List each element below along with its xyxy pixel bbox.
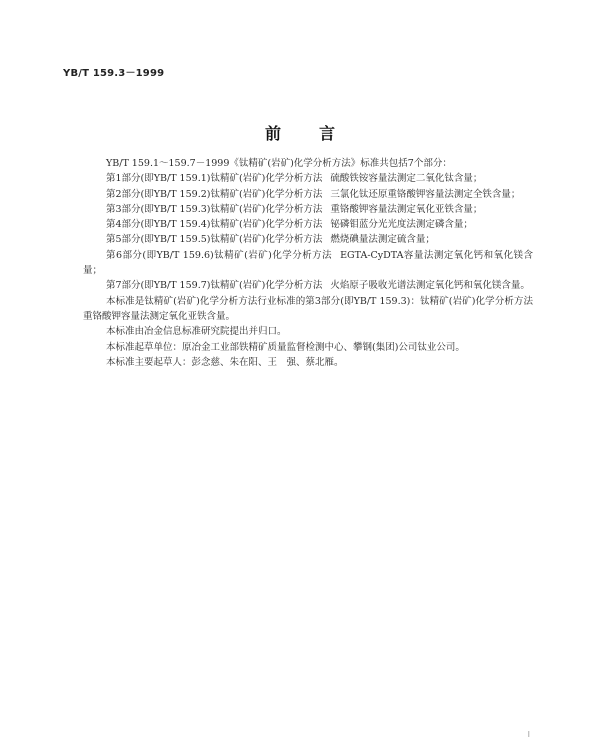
proposer-paragraph: 本标准由冶金信息标准研究院提出并归口。 (106, 326, 287, 338)
part-title: 硫酸铁铵容量法测定二氧化钛含量； (330, 173, 483, 185)
part-title: 火焰原子吸收光谱法测定氧化钙和氧化镁含量。 (330, 280, 530, 292)
part-item-7 (83, 278, 533, 293)
statement-paragraph: 本标准是钛精矿(岩矿)化学分析方法行业标准的第3部分(即YB/T 159.3)：钛精矿(岩矿)化学分析方法 重铬酸钾容量法测定氧化亚铁含量。 (83, 295, 543, 322)
part-label: 第7部分(即YB/T 159.7)钛精矿(岩矿)化学分析方法 (106, 280, 323, 292)
part-label: 第5部分(即YB/T 159.5)钛精矿(岩矿)化学分析方法 (106, 234, 323, 246)
part-item-4 (83, 217, 533, 232)
part-item-1 (83, 171, 533, 186)
part-label: 第4部分(即YB/T 159.4)钛精矿(岩矿)化学分析方法 (106, 219, 323, 231)
part-label: 第3部分(即YB/T 159.3)钛精矿(岩矿)化学分析方法 (106, 203, 323, 215)
document-body (83, 156, 543, 370)
standard-code-header: YB/T 159.3－1999 (63, 68, 165, 79)
part-title: EGTA-CyDTA容量法测定氧化钙和氧化镁含量； (83, 249, 533, 277)
part-title: 燃烧碘量法测定硫含量； (330, 234, 435, 246)
part-label: 第2部分(即YB/T 159.2)钛精矿(岩矿)化学分析方法 (106, 188, 323, 200)
part-label: 第1部分(即YB/T 159.1)钛精矿(岩矿)化学分析方法 (106, 173, 323, 185)
intro-paragraph: YB/T 159.1～159.7－1999《钛精矿(岩矿)化学分析方法》标准共包括7个部分： (106, 158, 452, 169)
part-title: 铋磷钼蓝分光光度法测定磷含量； (330, 219, 473, 231)
part-item-3 (83, 202, 533, 217)
part-title: 重铬酸钾容量法测定氧化亚铁含量； (330, 203, 483, 215)
page-title: 前言 (264, 124, 373, 143)
part-label: 第6部分(即YB/T 159.6)钛精矿(岩矿)化学分析方法 (106, 249, 333, 261)
part-title: 三氯化钛还原重铬酸钾容量法测定全铁含量； (330, 188, 521, 200)
drafters-paragraph: 本标准主要起草人：彭念慈、朱在阳、王 强、蔡北雁。 (106, 356, 344, 368)
drafting-units-paragraph: 本标准起草单位：原冶金工业部铁精矿质量监督检测中心、攀钢(集团)公司钛业公司。 (106, 341, 465, 353)
page-number: I (527, 730, 530, 739)
part-item-6 (83, 248, 533, 279)
part-item-5 (83, 232, 533, 247)
part-item-2 (83, 187, 533, 202)
